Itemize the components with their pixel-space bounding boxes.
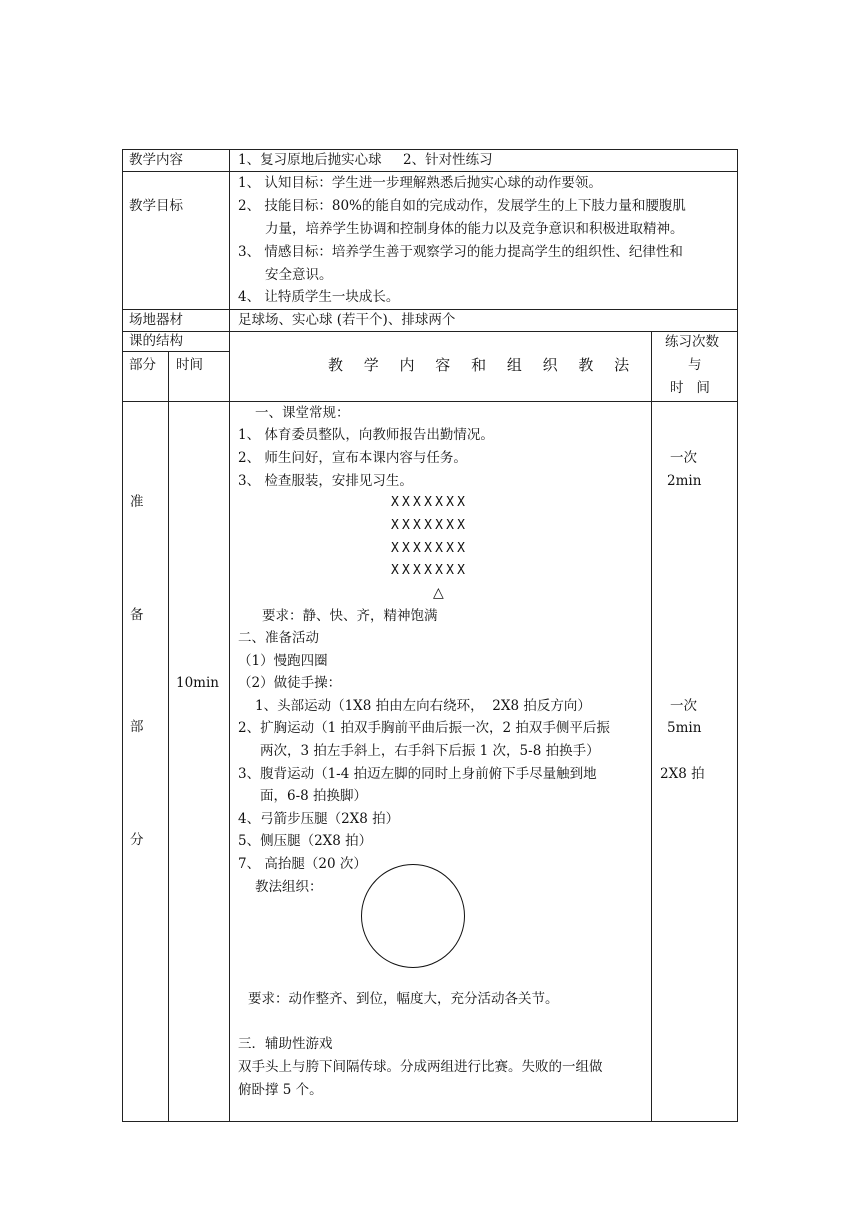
grid-line <box>122 149 123 1122</box>
goal-line: 4、 让特质学生一块成长。 <box>238 289 400 305</box>
content-label: 教学内容 <box>129 152 183 168</box>
practice-count: 一次 <box>670 450 697 466</box>
grid-line <box>122 309 738 310</box>
equipment-label: 场地器材 <box>129 312 183 328</box>
warmup-line: 2、扩胸运动（1 拍双手胸前平曲后振一次，2 拍双手侧平后振 <box>238 720 610 736</box>
formation-row: XXXXXXX <box>391 518 469 533</box>
section-char: 备 <box>130 607 144 623</box>
warmup-line: 4、弓箭步压腿（2X8 拍） <box>238 811 400 827</box>
time-label: 时间 <box>176 357 203 373</box>
warmup-line: 面，6-8 拍换脚） <box>260 788 368 804</box>
goal-line: 3、 情感目标：培养学生善于观察学习的能力提高学生的组织性、纪律性和 <box>238 244 683 260</box>
practice-beats: 2X8 拍 <box>660 766 705 782</box>
structure-label: 课的结构 <box>129 333 183 349</box>
warmup-line: 两次，3 拍左手斜上，右手斜下后振 1 次，5-8 拍换手） <box>260 743 600 759</box>
grid-line <box>122 401 738 402</box>
formation-row: XXXXXXX <box>391 541 469 556</box>
grid-line <box>122 1121 738 1122</box>
section-char: 准 <box>130 494 144 510</box>
goal-label: 教学目标 <box>129 198 183 214</box>
warmup-line: （2）做徒手操： <box>238 675 342 691</box>
grid-line <box>168 351 169 1122</box>
formation-row: XXXXXXX <box>391 495 469 510</box>
game-line: 俯卧撑 5 个。 <box>238 1082 323 1098</box>
warmup-line: 3、腹背运动（1-4 拍迈左脚的同时上身前俯下手尽量触到地 <box>238 766 597 782</box>
grid-line <box>122 351 229 352</box>
practice-header: 练习次数 <box>665 334 719 350</box>
section-duration: 10min <box>176 675 219 691</box>
circle-formation-icon <box>361 864 465 968</box>
grid-line <box>651 331 652 1122</box>
goal-line: 力量，培养学生协调和控制身体的能力以及竞争意识和积极进取精神。 <box>265 221 684 237</box>
formation-row: XXXXXXX <box>391 563 469 578</box>
body-line: 1、 体育委员整队，向教师报告出勤情况。 <box>238 427 494 443</box>
body-line: 一、课堂常规： <box>255 405 350 421</box>
requirement-1: 要求：静、快、齐，精神饱满 <box>262 608 438 624</box>
warmup-line: 5、侧压腿（2X8 拍） <box>238 833 373 849</box>
section-char: 分 <box>130 832 144 848</box>
game-title: 三．辅助性游戏 <box>238 1036 333 1052</box>
practice-header: 与 <box>688 357 702 373</box>
game-line: 双手头上与胯下间隔传球。分成两组进行比赛。失败的一组做 <box>238 1059 603 1075</box>
goal-line: 1、 认知目标：学生进一步理解熟悉后抛实心球的动作要领。 <box>238 175 602 191</box>
grid-line <box>122 171 738 172</box>
teacher-triangle-icon: △ <box>433 585 444 601</box>
warmup-line: （1）慢跑四圈 <box>238 653 328 669</box>
section-char: 部 <box>130 719 144 735</box>
part-label: 部分 <box>129 357 156 373</box>
body-line: 2、 师生问好，宣布本课内容与任务。 <box>238 450 467 466</box>
grid-line <box>737 149 738 1122</box>
practice-header: 时 间 <box>670 380 710 396</box>
warmup-line: 教法组织： <box>255 879 323 895</box>
goal-line: 安全意识。 <box>265 267 333 283</box>
grid-line <box>122 149 738 150</box>
requirement-2: 要求：动作整齐、到位，幅度大，充分活动各关节。 <box>248 991 559 1007</box>
content-value: 1、复习原地后抛实心球 2、针对性练习 <box>238 152 493 168</box>
grid-line <box>122 331 738 332</box>
warmup-line: 二、准备活动 <box>238 630 319 646</box>
practice-count: 一次 <box>670 698 697 714</box>
goal-line: 2、 技能目标：80%的能自如的完成动作，发展学生的上下肢力量和腰腹肌 <box>238 198 686 214</box>
practice-time: 5min <box>667 720 702 736</box>
practice-time: 2min <box>667 473 702 489</box>
body-line: 3、 检查服装，安排见习生。 <box>238 473 413 489</box>
warmup-line: 1、头部运动（1X8 拍由左向右绕环， 2X8 拍反方向） <box>255 698 591 714</box>
grid-line <box>229 149 230 1122</box>
equipment-value: 足球场、实心球 (若干个)、排球两个 <box>238 312 456 328</box>
warmup-line: 7、 高抬腿（20 次） <box>238 856 367 872</box>
main-title: 教 学 内 容 和 组 织 教 法 <box>328 356 638 374</box>
